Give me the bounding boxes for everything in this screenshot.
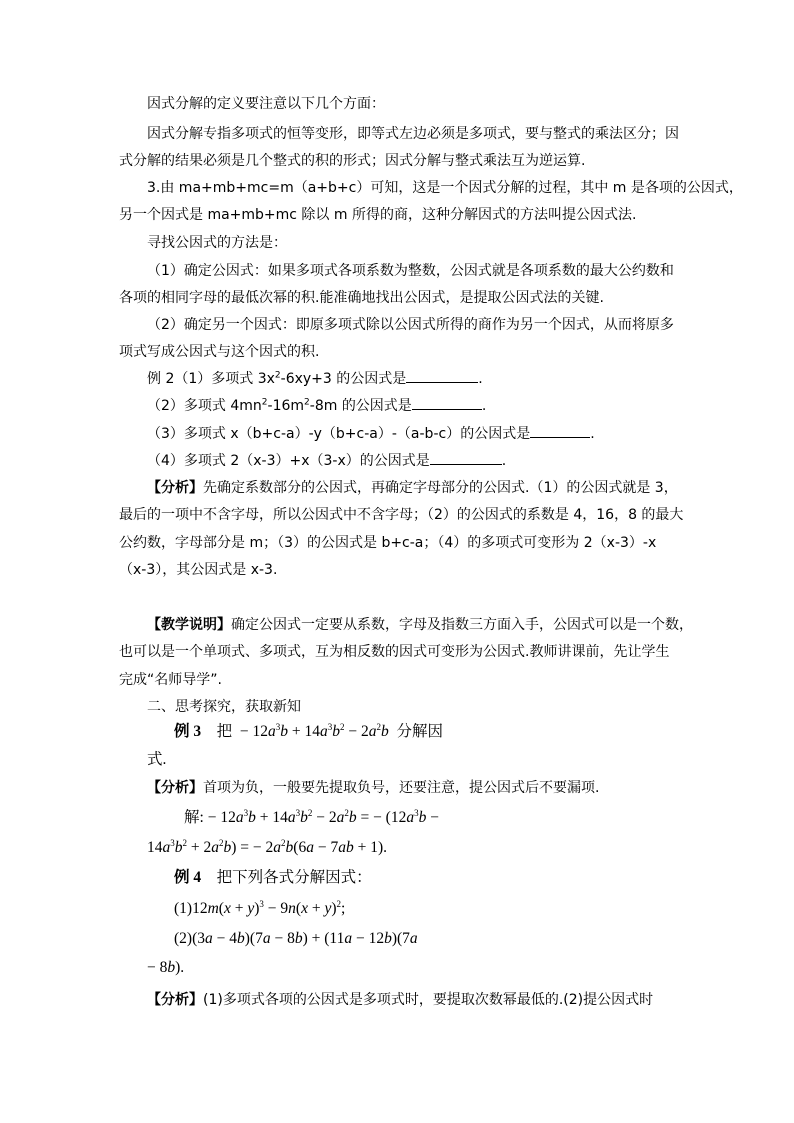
- text-line: 各项的相同字母的最低次幂的积.能准确地找出公因式，是提取公因式法的关键.: [119, 290, 604, 306]
- math-expression: − 8b).: [147, 959, 185, 976]
- analysis-line: [147, 990, 653, 1010]
- note-tag: 【教学说明】: [147, 617, 231, 633]
- example-2-q4: （4）多项式 2（x-3）+x（3-x）的公因式是 .: [147, 453, 507, 469]
- text-line: 因式分解的定义要注意以下几个方面：: [147, 96, 385, 112]
- text-line: （x-3），其公因式是 x-3.: [119, 562, 278, 578]
- text-line: 也可以是一个单项式、多项式，互为相反数的因式可变形为公因式.教师讲课前，先让学生: [119, 644, 670, 660]
- solution-line: [147, 838, 387, 858]
- text-segment: 把: [216, 723, 233, 740]
- superscript: 2: [261, 397, 268, 408]
- text-line: （1）确定公因式：如果多项式各项系数为整数，公因式就是各项系数的最大公约数和: [147, 263, 674, 279]
- text-segment: -8m 的公因式是: [309, 398, 412, 414]
- text-segment: 首项为负，一般要先提取负号，还要注意，提公因式后不要漏项.: [203, 780, 600, 796]
- text-segment: 确定公因式一定要从系数，字母及指数三方面入手，公因式可以是一个数，: [231, 617, 693, 633]
- example-4-item-1: [174, 899, 345, 919]
- analysis-line: [147, 478, 678, 498]
- analysis-line: [147, 778, 599, 798]
- section-heading: 二、思考探究，获取新知: [147, 699, 301, 715]
- analysis-tag: 【分析】: [147, 480, 203, 496]
- text-line: 项式写成公因式与这个因式的积.: [119, 344, 320, 360]
- teaching-note-line: [147, 615, 693, 635]
- text-segment: (1)多项式各项的公因式是多项式时，要提取次数幂最低的.(2)提公因式时: [203, 992, 654, 1008]
- solution-line: [184, 808, 439, 828]
- math-expression: $(1)12m(x + y)^3 - 9n(x + y)^2$;: [174, 898, 346, 917]
- example-label: 例 3: [174, 723, 202, 740]
- superscript: 2: [274, 370, 281, 381]
- text-segment: 先确定系数部分的公因式，再确定字母部分的公因式.（1）的公因式就是 3，: [203, 480, 678, 496]
- example-2-q3: （3）多项式 x（b+c-a）-y（b+c-a）-（a-b-c）的公因式是 .: [147, 426, 595, 442]
- text-line: 另一个因式是 ma+mb+mc 除以 m 所得的商，这种分解因式的方法叫提公因式法.: [119, 207, 637, 223]
- answer-blank[interactable]: [430, 451, 502, 465]
- text-segment: 例 2（1）多项式 3x: [147, 371, 275, 387]
- example-4-line: [174, 868, 372, 888]
- text-line: 式分解的结果必须是几个整式的积的形式；因式分解与整式乘法互为逆运算.: [119, 153, 586, 169]
- text-line: 寻找公因式的方法是：: [147, 235, 287, 251]
- superscript: 2: [304, 397, 310, 408]
- answer-blank[interactable]: [530, 424, 590, 438]
- text-segment: （3）多项式 x（b+c-a）-y（b+c-a）-（a-b-c）的公因式是: [147, 426, 531, 442]
- math-expression: $14a^3b^2 + 2a^2b$) = − $2a^2b(6a - 7ab + 1)$.: [147, 837, 387, 856]
- answer-blank[interactable]: [412, 396, 482, 410]
- example-2-q1: 例 2（1）多项式 $3x^2-6xy+3$ 的公因式是 .: [147, 370, 483, 387]
- text-segment: 分解因: [396, 723, 444, 740]
- example-4-item-2-cont: [147, 958, 184, 978]
- text-line: 因式分解专指多项式的恒等变形，即等式左边必须是多项式，要与整式的乘法区分；因: [147, 126, 679, 142]
- math-expression: − $12a^3b + 14a^3b^2 - 2a^2b$: [239, 721, 389, 740]
- solution-label: 解: [184, 809, 200, 826]
- math-expression: : − $12a^3b + 14a^3b^2 - 2a^2b$ = − ($12a^3b$ −: [199, 807, 439, 826]
- analysis-tag: 【分析】: [147, 780, 203, 796]
- example-4-item-2: [174, 929, 418, 949]
- example-3-line: [174, 722, 443, 742]
- text-segment: 把下列各式分解因式：: [216, 869, 372, 886]
- text-segment: -6xy+3 的公因式是: [280, 371, 407, 387]
- answer-blank[interactable]: [406, 369, 478, 383]
- text-line: 式.: [147, 751, 167, 768]
- text-line: 3.由 ma+mb+mc=m（a+b+c）可知，这是一个因式分解的过程，其中 m 是各项的公因式，: [147, 180, 743, 196]
- text-line: （2）确定另一个因式：即原多项式除以公因式所得的商作为另一个因式，从而将原多: [147, 317, 674, 333]
- example-label: 例 4: [174, 869, 202, 886]
- text-line: 完成“名师导学”.: [119, 672, 222, 688]
- text-segment: （2）多项式 4mn: [147, 398, 262, 414]
- text-line: 最后的一项中不含字母，所以公因式中不含字母；（2）的公因式的系数是 4，16，8 的最大: [119, 507, 684, 523]
- text-line: 公约数，字母部分是 m；（3）的公因式是 b+c-a；（4）的多项式可变形为 2（x-3）-x: [119, 535, 657, 551]
- example-2-q2: （2）多项式 $4mn^2-16m^2-8m$ 的公因式是 .: [147, 397, 487, 414]
- analysis-tag: 【分析】: [147, 992, 203, 1008]
- text-segment: -16m: [267, 398, 305, 414]
- math-expression: (2)(3a − 4b)(7a − 8b) + (11a − 12b)(7a: [174, 930, 418, 947]
- text-segment: （4）多项式 2（x-3）+x（3-x）的公因式是: [147, 453, 430, 469]
